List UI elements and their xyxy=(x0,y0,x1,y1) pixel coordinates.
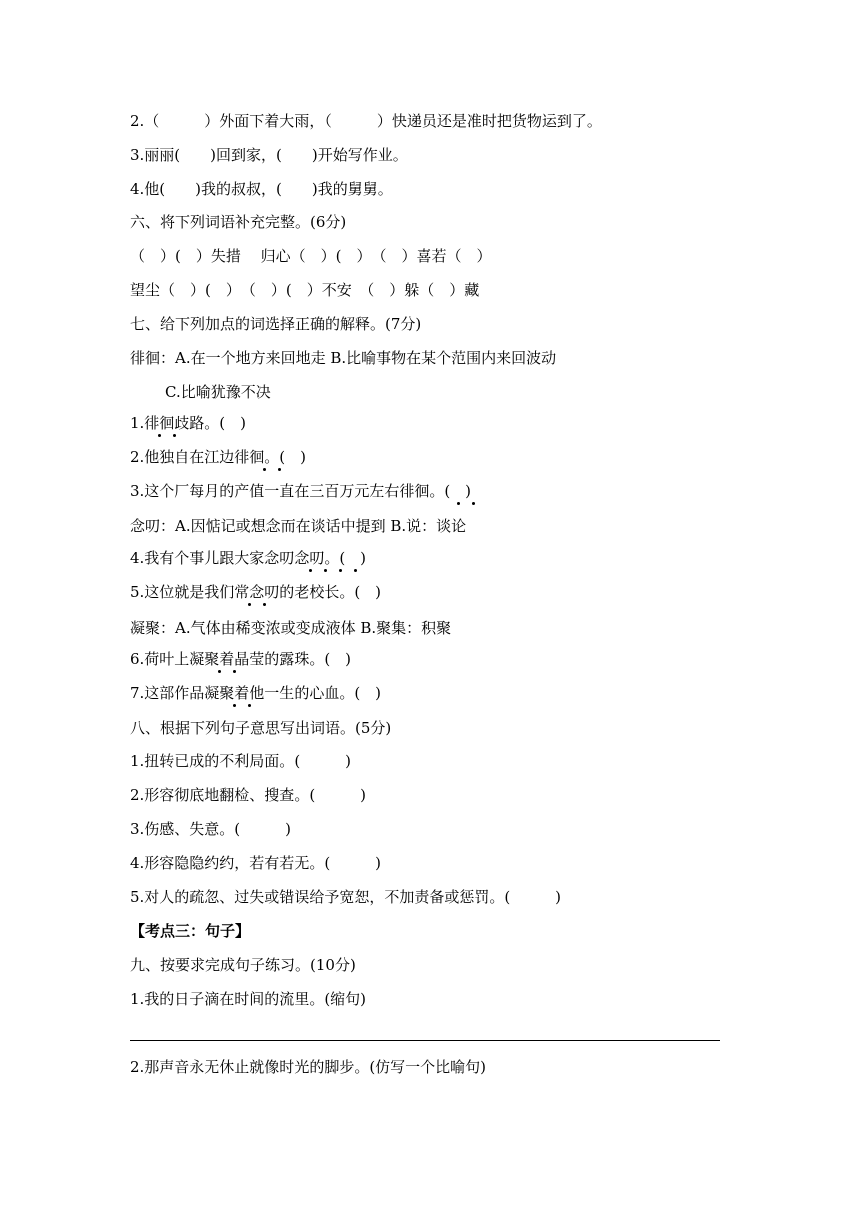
q9-item-1: 1.我的日子滴在时间的流里。(缩句) xyxy=(130,990,367,1008)
q5-item-4: 4.他( )我的叔叔，( )我的舅舅。 xyxy=(130,180,393,198)
emphasis-dot xyxy=(339,569,342,572)
emphasis-dot xyxy=(233,704,236,707)
definition-paihuai-c: C.比喻犹豫不决 xyxy=(150,383,271,401)
emphasis-dot xyxy=(233,670,236,673)
q7-item-4: 4.我有个事儿跟大家念叨念叨。( ) xyxy=(130,549,367,567)
q8-item-2: 2.形容彻底地翻检、搜查。( ) xyxy=(130,786,367,804)
emphasis-dot xyxy=(263,468,266,471)
emphasis-dot xyxy=(218,670,221,673)
q7-item-1: 1.徘徊歧路。( ) xyxy=(130,414,247,432)
emphasis-dot xyxy=(278,468,281,471)
q8-item-1: 1.扭转已成的不利局面。( ) xyxy=(130,752,352,770)
emphasis-dot xyxy=(324,569,327,572)
emphasis-dot xyxy=(263,603,266,606)
emphasis-dot xyxy=(354,569,357,572)
q8-item-5: 5.对人的疏忽、过失或错误给予宽恕，不加责备或惩罚。( ) xyxy=(130,888,562,906)
emphasis-dot xyxy=(173,434,176,437)
q5-item-3: 3.丽丽( )回到家，( )开始写作业。 xyxy=(130,146,408,164)
section-8-heading: 八、根据下列句子意思写出词语。(5分) xyxy=(130,719,392,737)
answer-line xyxy=(130,1040,720,1041)
q5-item-2: 2.（ ）外面下着大雨，（ ）快递员还是准时把货物运到了。 xyxy=(130,112,602,130)
topic-3-heading: 【考点三：句子】 xyxy=(130,922,251,940)
emphasis-dot xyxy=(457,502,460,505)
q7-item-6: 6.荷叶上凝聚着晶莹的露珠。( ) xyxy=(130,650,352,668)
emphasis-dot xyxy=(472,502,475,505)
section-6-row-1: （ ）( ）失措 归心（ ）( ） （ ）喜若（ ） xyxy=(130,247,492,265)
q7-item-5: 5.这位就是我们常念叨的老校长。( ) xyxy=(130,583,382,601)
q7-item-7: 7.这部作品凝聚着他一生的心血。( ) xyxy=(130,684,382,702)
definition-paihuai: 徘徊：A.在一个地方来回地走 B.比喻事物在某个范围内来回波动 xyxy=(130,349,557,367)
section-9-heading: 九、按要求完成句子练习。(10分) xyxy=(130,956,356,974)
q7-item-3: 3.这个厂每月的产值一直在三百万元左右徘徊。( ) xyxy=(130,482,472,500)
q8-item-3: 3.伤感、失意。( ) xyxy=(130,820,292,838)
emphasis-dot xyxy=(158,434,161,437)
section-6-row-2: 望尘（ ）( ） （ ）( ）不安 （ ）躲（ ）藏 xyxy=(130,281,480,299)
section-7-heading: 七、给下列加点的词选择正确的解释。(7分) xyxy=(130,315,422,333)
emphasis-dot xyxy=(309,569,312,572)
q8-item-4: 4.形容隐隐约约，若有若无。( ) xyxy=(130,854,382,872)
definition-niandao: 念叨：A.因惦记或想念而在谈话中提到 B.说：谈论 xyxy=(130,517,467,535)
definition-ningju: 凝聚：A.气体由稀变浓或变成液体 B.聚集：积聚 xyxy=(130,619,452,637)
q7-item-2: 2.他独自在江边徘徊。( ) xyxy=(130,448,307,466)
section-6-heading: 六、将下列词语补充完整。(6分) xyxy=(130,213,347,231)
emphasis-dot xyxy=(248,603,251,606)
q9-item-2: 2.那声音永无休止就像时光的脚步。(仿写一个比喻句) xyxy=(130,1058,487,1076)
emphasis-dot xyxy=(248,704,251,707)
